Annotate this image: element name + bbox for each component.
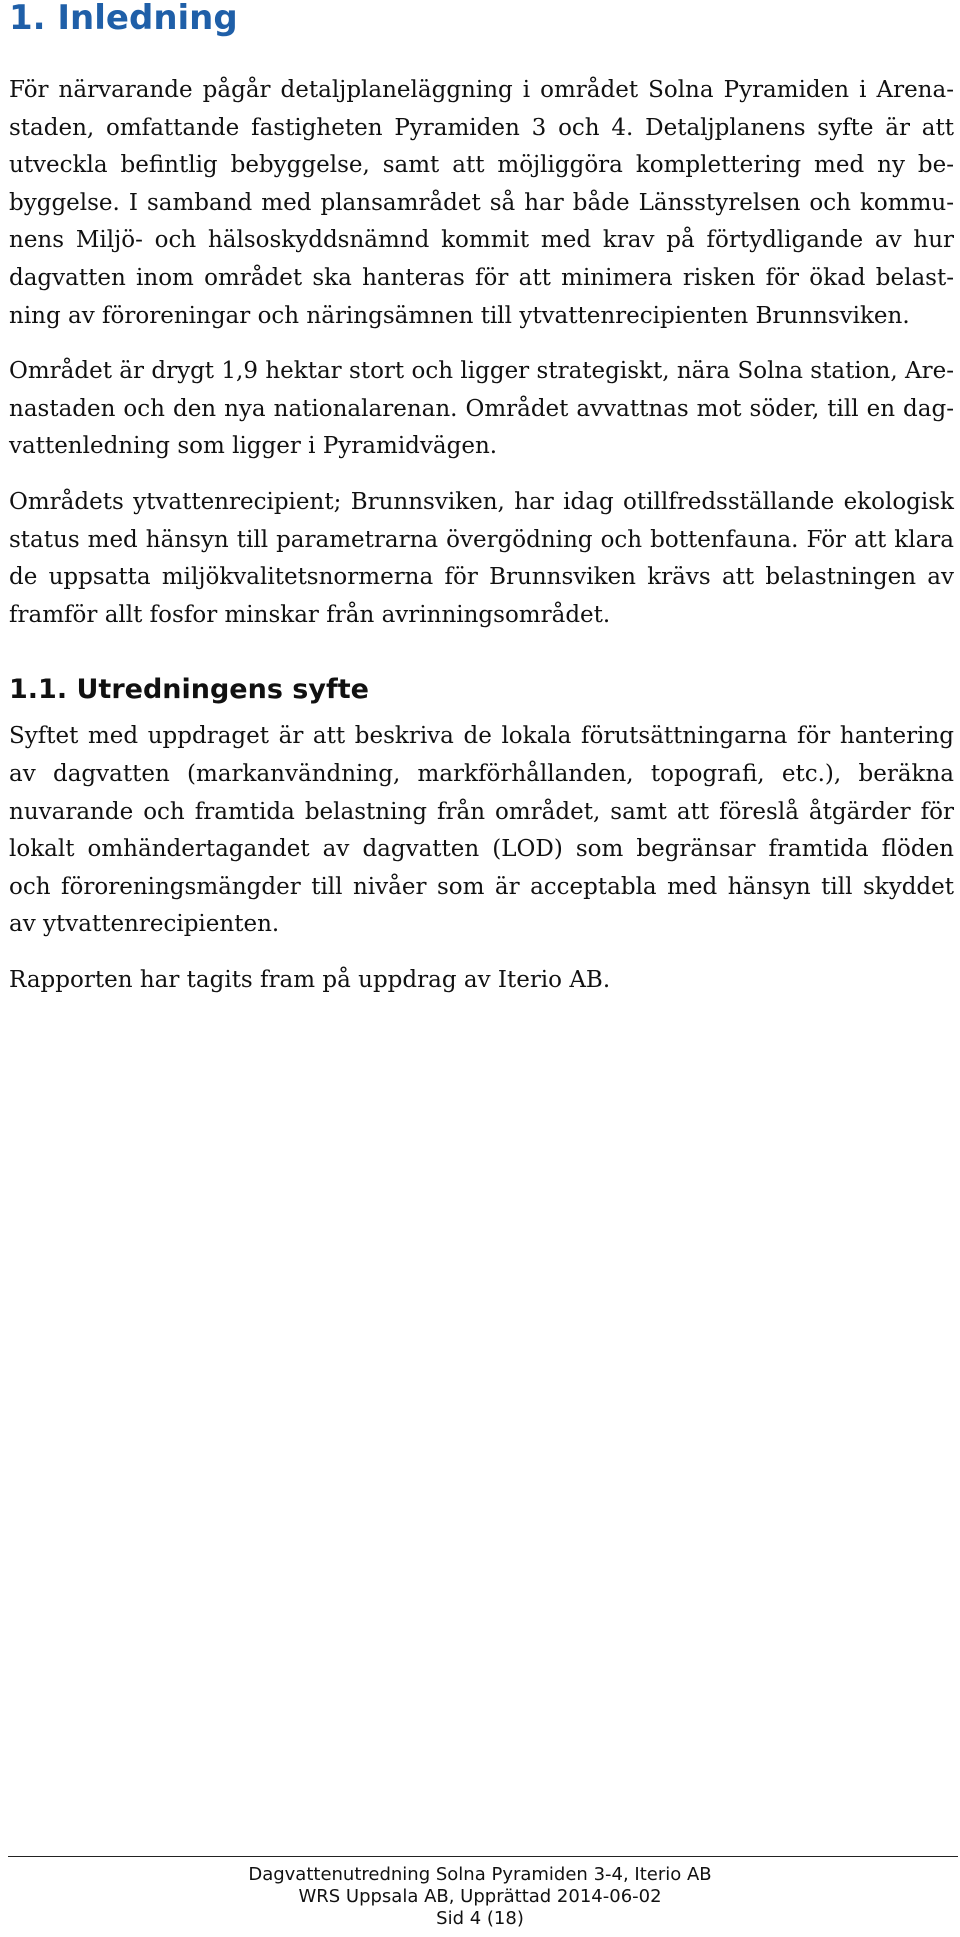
subsection-heading-utredningens-syfte: 1.1. Utredningens syfte (9, 674, 369, 706)
paragraph-intro-1: För närvarande pågår detaljplaneläggning i området Solna Pyramiden i Arenastaden, omfattande fastigheten Pyramiden 3 och 4. Detaljplanens syfte är att utveckla befintlig bebyggelse, samt att möjliggöra komplettering med ny bebyggelse. I samband med plansamrådet så har både Länsstyrelsen och kommunens Miljö- och hälsoskyddsnämnd kommit med krav på förtydligande av hur dagvatten inom området ska hanteras för att minimera risken för ökad belastning av föroreningar och näringsämnen till ytvattenrecipienten Brunnsviken. (9, 77, 954, 329)
footer-page-number: Sid 4 (18) (436, 1908, 524, 1929)
footer-report-title: Dagvattenutredning Solna Pyramiden 3-4, Iterio AB (248, 1864, 712, 1885)
paragraph-purpose-1: Syftet med uppdraget är att beskriva de lokala förutsättningarna för hantering av dagvatten (markanvändning, markförhållanden, topografi, etc.), beräkna nuvarande och framtida belastning från området, samt att föreslå åtgärder för lokalt omhändertagandet av dagvatten (LOD) som begränsar framtida flöden och föroreningsmängder till nivåer som är acceptabla med hänsyn till skyddet av ytvattenrecipienten. (9, 723, 954, 938)
footer-author-date: WRS Uppsala AB, Upprättad 2014-06-02 (298, 1886, 662, 1907)
page-footer (0, 1864, 960, 1930)
paragraph-intro-3: Områdets ytvattenrecipient; Brunnsviken, har idag otillfredsställande ekologisk status med hänsyn till parametrarna övergödning och bottenfauna. För att klara de uppsatta miljökvalitetsnormerna för Brunnsviken krävs att belastningen av framför allt fosfor minskar från avrinningsområdet. (9, 488, 954, 628)
paragraph-intro-2: Området är drygt 1,9 hektar stort och ligger strategiskt, nära Solna station, Arenastaden och den nya nationalarenan. Området avvattnas mot söder, till en dagvattenledning som ligger i Pyramidvägen. (9, 358, 954, 460)
footer-divider (8, 1856, 958, 1857)
page-content (9, 0, 954, 999)
paragraph-purpose-2: Rapporten har tagits fram på uppdrag av Iterio AB. (9, 966, 611, 993)
section-heading-inledning: 1. Inledning (9, 0, 238, 38)
